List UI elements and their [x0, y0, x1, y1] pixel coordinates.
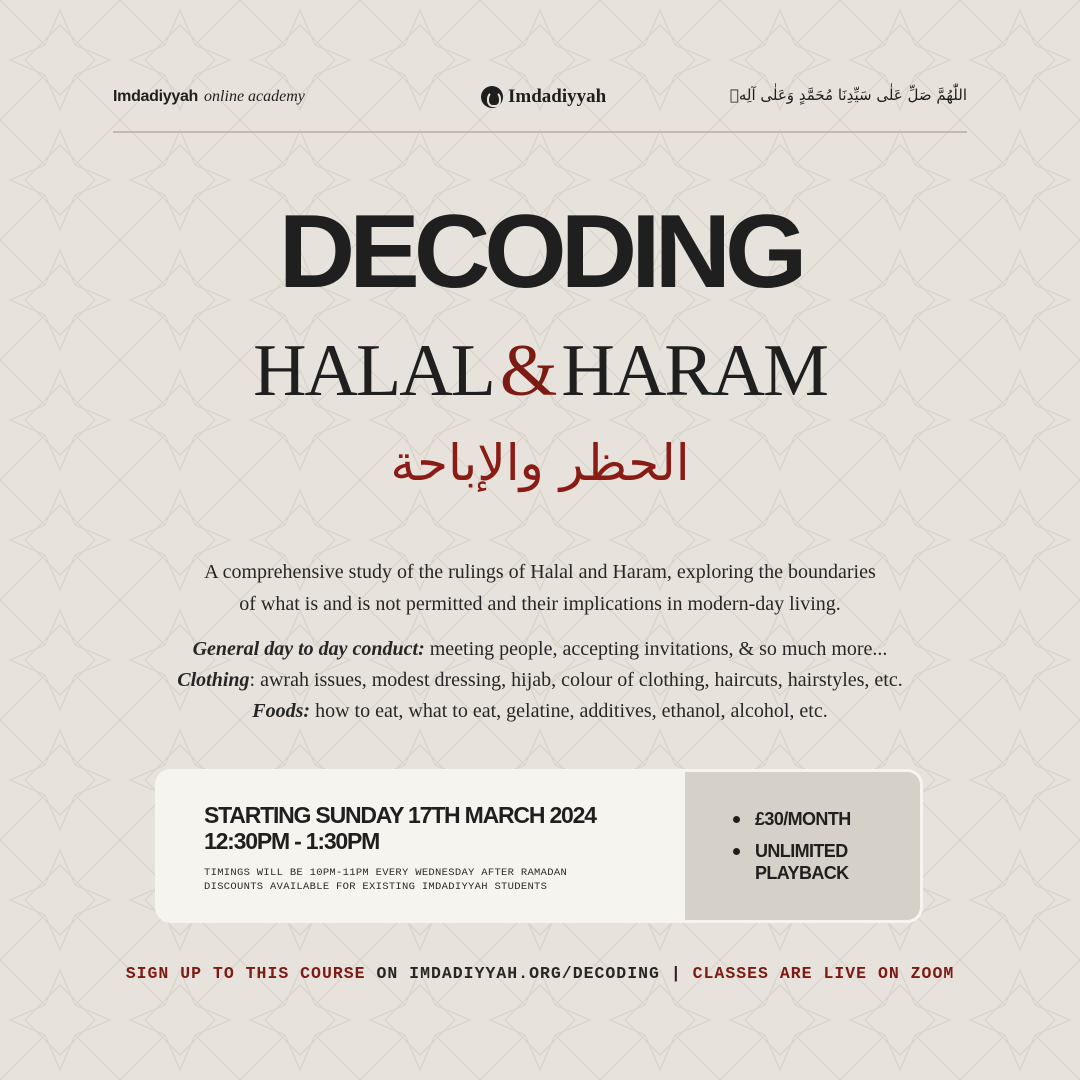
- description-line-2: of what is and is not permitted and their implications in modern-day living.: [239, 593, 841, 615]
- schedule-card: [155, 769, 923, 923]
- topic-key: General day to day conduct:: [192, 638, 425, 660]
- topic-key: Clothing: [177, 669, 250, 691]
- topics-list: [120, 634, 960, 727]
- title-sub-left: HALAL: [253, 330, 494, 412]
- footer-cta: [0, 964, 1080, 983]
- topic-value: : awrah issues, modest dressing, hijab, colour of clothing, haircuts, hairstyles, etc.: [249, 669, 903, 691]
- topic-value: meeting people, accepting invitations, & so much more...: [424, 638, 888, 660]
- bullet-icon: [733, 816, 740, 823]
- brand-center-name: Imdadiyyah: [508, 86, 607, 107]
- playback-item: [733, 840, 915, 884]
- header: [113, 82, 967, 116]
- topic-foods: [120, 696, 960, 727]
- schedule-info: [204, 802, 674, 894]
- class-time: 12:30PM - 1:30PM: [204, 828, 380, 854]
- footer-separator: |: [670, 964, 693, 983]
- price-text: £30/MONTH: [755, 809, 851, 829]
- topic-value: how to eat, what to eat, gelatine, additives, ethanol, alcohol, etc.: [310, 700, 828, 722]
- playback-text: UNLIMITED PLAYBACK: [755, 841, 849, 883]
- brand-left: [113, 88, 305, 106]
- salawat-arabic: اللّٰهُمَّ صَلِّ عَلٰى سَيِّدِنَا مُحَمَّدٍ وَعَلٰى آلِهٖ: [729, 86, 967, 104]
- title-ampersand: &: [499, 330, 556, 412]
- topic-key: Foods:: [252, 700, 311, 722]
- topic-conduct: [120, 634, 960, 665]
- pricing-panel: [685, 772, 923, 920]
- price-item: [733, 808, 915, 830]
- title-sub: [0, 330, 1080, 412]
- title-sub-right: HARAM: [561, 330, 827, 412]
- topic-clothing: [120, 665, 960, 696]
- brand-left-name: Imdadiyyah: [113, 88, 199, 105]
- bullet-icon: [733, 848, 740, 855]
- header-divider: [113, 131, 967, 133]
- logo-icon: [481, 86, 503, 108]
- title-main: DECODING: [278, 194, 802, 310]
- signup-cta[interactable]: SIGN UP TO THIS COURSE: [125, 964, 366, 983]
- title-arabic: الحظر والإباحة: [390, 434, 690, 492]
- discount-note: DISCOUNTS AVAILABLE FOR EXISTING IMDADIYYAH STUDENTS: [204, 881, 548, 893]
- description: [140, 556, 940, 620]
- timing-note: TIMINGS WILL BE 10PM-11PM EVERY WEDNESDAY AFTER RAMADAN: [204, 867, 568, 879]
- zoom-note: CLASSES ARE LIVE ON ZOOM: [692, 964, 955, 983]
- start-date: STARTING SUNDAY 17TH MARCH 2024: [204, 802, 596, 828]
- pricing-list: [733, 808, 915, 894]
- signup-url[interactable]: ON IMDADIYYAH.ORG/DECODING: [365, 964, 671, 983]
- brand-left-tagline: online academy: [204, 88, 305, 105]
- description-line-1: A comprehensive study of the rulings of Halal and Haram, exploring the boundaries: [204, 561, 876, 583]
- brand-center: [481, 82, 606, 112]
